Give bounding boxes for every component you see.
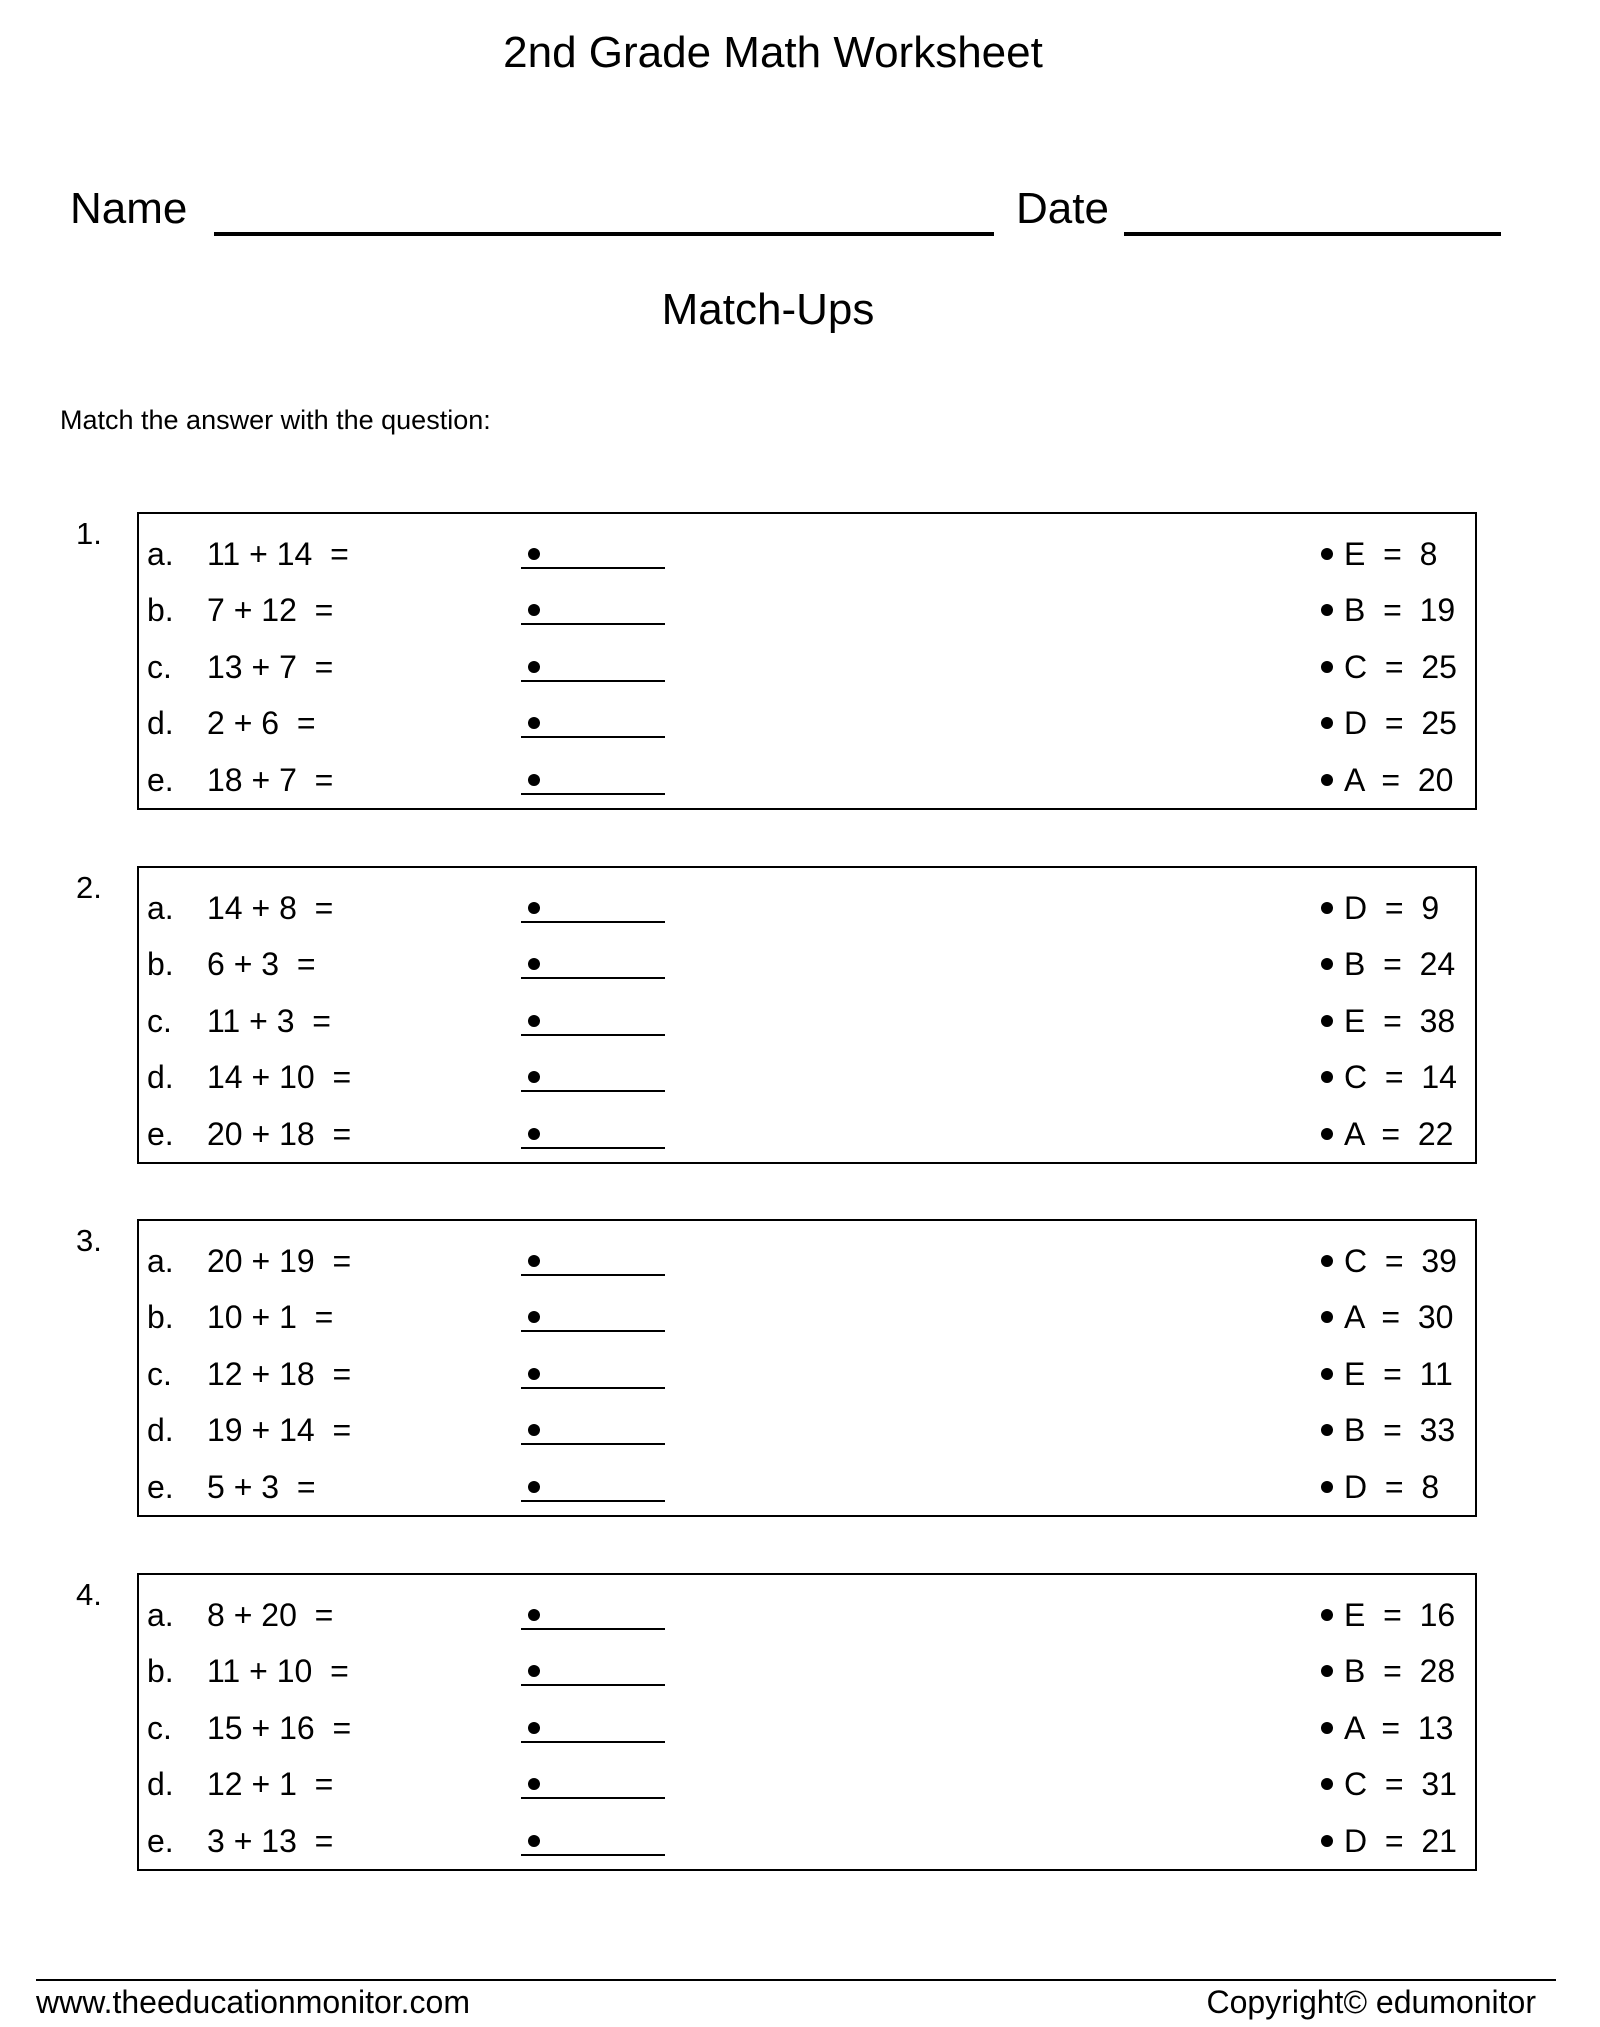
question-dot[interactable]: [528, 1255, 540, 1267]
question-expression: 5 + 3 =: [207, 1469, 316, 1505]
question-expression: 3 + 13 =: [207, 1823, 334, 1859]
question-expression: 15 + 16 =: [207, 1710, 352, 1746]
question-expression: 20 + 18 =: [207, 1116, 352, 1152]
answer-dot[interactable]: [1321, 717, 1333, 729]
question-letter: c.: [147, 1003, 172, 1039]
question-expression: 14 + 8 =: [207, 890, 334, 926]
answer-dot[interactable]: [1321, 1481, 1333, 1493]
answer-dot[interactable]: [1321, 1665, 1333, 1677]
question-expression: 6 + 3 =: [207, 946, 316, 982]
match-row: [139, 1821, 1475, 1861]
match-row: [139, 1467, 1475, 1507]
answer-dot[interactable]: [1321, 661, 1333, 673]
match-row: [139, 1297, 1475, 1337]
question-letter: b.: [147, 946, 174, 982]
question-dot[interactable]: [528, 717, 540, 729]
answer-option: B = 33: [1344, 1412, 1456, 1448]
section-title: Match-Ups: [661, 285, 875, 334]
question-letter: d.: [147, 1059, 174, 1095]
answer-blank[interactable]: [521, 1854, 665, 1856]
match-row: [139, 1241, 1475, 1281]
question-letter: d.: [147, 705, 174, 741]
set-number: 3.: [76, 1223, 102, 1258]
answer-blank[interactable]: [521, 1147, 665, 1149]
answer-option: A = 22: [1344, 1116, 1454, 1152]
answer-option: E = 38: [1344, 1003, 1456, 1039]
footer-website: www.theeducationmonitor.com: [36, 1984, 470, 2020]
question-letter: a.: [147, 1597, 174, 1633]
answer-option: D = 9: [1344, 890, 1440, 926]
match-row: [139, 1595, 1475, 1635]
answer-blank[interactable]: [521, 1090, 665, 1092]
question-expression: 12 + 1 =: [207, 1766, 334, 1802]
match-row: [139, 1764, 1475, 1804]
question-expression: 10 + 1 =: [207, 1299, 334, 1335]
answer-option: D = 25: [1344, 705, 1457, 741]
question-dot[interactable]: [528, 1778, 540, 1790]
question-dot[interactable]: [528, 1424, 540, 1436]
question-letter: e.: [147, 762, 174, 798]
answer-dot[interactable]: [1321, 1722, 1333, 1734]
footer-divider: [36, 1979, 1556, 1981]
answer-dot[interactable]: [1321, 1015, 1333, 1027]
answer-blank[interactable]: [521, 1684, 665, 1686]
answer-blank[interactable]: [521, 977, 665, 979]
question-dot[interactable]: [528, 1665, 540, 1677]
question-dot[interactable]: [528, 1481, 540, 1493]
question-expression: 13 + 7 =: [207, 649, 334, 685]
answer-option: B = 24: [1344, 946, 1456, 982]
match-row: [139, 590, 1475, 630]
match-set-box: [137, 512, 1477, 810]
answer-blank[interactable]: [521, 1387, 665, 1389]
answer-dot[interactable]: [1321, 1255, 1333, 1267]
question-letter: b.: [147, 1299, 174, 1335]
question-letter: d.: [147, 1766, 174, 1802]
answer-blank[interactable]: [521, 1628, 665, 1630]
worksheet-title: 2nd Grade Math Worksheet: [503, 28, 1043, 77]
answer-option: B = 28: [1344, 1653, 1456, 1689]
answer-dot[interactable]: [1321, 1311, 1333, 1323]
question-letter: c.: [147, 1356, 172, 1392]
answer-option: E = 16: [1344, 1597, 1456, 1633]
question-dot[interactable]: [528, 1722, 540, 1734]
answer-blank[interactable]: [521, 1034, 665, 1036]
answer-option: C = 39: [1344, 1243, 1457, 1279]
question-expression: 2 + 6 =: [207, 705, 316, 741]
answer-blank[interactable]: [521, 1500, 665, 1502]
name-field-line[interactable]: [214, 232, 994, 236]
date-label: Date: [1016, 184, 1109, 233]
answer-dot[interactable]: [1321, 1368, 1333, 1380]
question-expression: 20 + 19 =: [207, 1243, 352, 1279]
answer-blank[interactable]: [521, 793, 665, 795]
question-dot[interactable]: [528, 1368, 540, 1380]
question-expression: 8 + 20 =: [207, 1597, 334, 1633]
question-letter: a.: [147, 890, 174, 926]
question-dot[interactable]: [528, 1071, 540, 1083]
question-expression: 11 + 14 =: [207, 536, 349, 572]
question-letter: c.: [147, 1710, 172, 1746]
answer-blank[interactable]: [521, 1330, 665, 1332]
answer-dot[interactable]: [1321, 1609, 1333, 1621]
answer-dot[interactable]: [1321, 604, 1333, 616]
answer-dot[interactable]: [1321, 902, 1333, 914]
answer-blank[interactable]: [521, 1797, 665, 1799]
answer-blank[interactable]: [521, 567, 665, 569]
answer-dot[interactable]: [1321, 1128, 1333, 1140]
answer-dot[interactable]: [1321, 1424, 1333, 1436]
answer-dot[interactable]: [1321, 774, 1333, 786]
set-number: 4.: [76, 1577, 102, 1612]
question-dot[interactable]: [528, 958, 540, 970]
question-letter: e.: [147, 1469, 174, 1505]
answer-blank[interactable]: [521, 736, 665, 738]
answer-blank[interactable]: [521, 1741, 665, 1743]
answer-option: E = 8: [1344, 536, 1438, 572]
instructions: Match the answer with the question:: [60, 405, 491, 435]
answer-blank[interactable]: [521, 680, 665, 682]
answer-dot[interactable]: [1321, 1835, 1333, 1847]
question-letter: e.: [147, 1823, 174, 1859]
name-label: Name: [70, 184, 188, 233]
match-row: [139, 647, 1475, 687]
match-set-box: [137, 866, 1477, 1164]
question-expression: 18 + 7 =: [207, 762, 334, 798]
answer-option: D = 8: [1344, 1469, 1440, 1505]
question-letter: a.: [147, 1243, 174, 1279]
question-expression: 11 + 3 =: [207, 1003, 331, 1039]
match-row: [139, 1057, 1475, 1097]
match-row: [139, 1651, 1475, 1691]
question-dot[interactable]: [528, 1015, 540, 1027]
question-dot[interactable]: [528, 548, 540, 560]
set-number: 1.: [76, 516, 102, 551]
question-dot[interactable]: [528, 902, 540, 914]
match-set-box: [137, 1219, 1477, 1517]
answer-dot[interactable]: [1321, 548, 1333, 560]
question-expression: 19 + 14 =: [207, 1412, 352, 1448]
answer-dot[interactable]: [1321, 1778, 1333, 1790]
match-row: [139, 1354, 1475, 1394]
question-dot[interactable]: [528, 661, 540, 673]
date-field-line[interactable]: [1124, 232, 1501, 236]
answer-option: A = 20: [1344, 762, 1454, 798]
answer-option: E = 11: [1344, 1356, 1453, 1392]
answer-dot[interactable]: [1321, 958, 1333, 970]
match-row: [139, 534, 1475, 574]
match-set-box: [137, 1573, 1477, 1871]
match-row: [139, 1410, 1475, 1450]
question-letter: a.: [147, 536, 174, 572]
question-dot[interactable]: [528, 1311, 540, 1323]
question-expression: 12 + 18 =: [207, 1356, 352, 1392]
match-row: [139, 760, 1475, 800]
question-expression: 11 + 10 =: [207, 1653, 349, 1689]
question-expression: 7 + 12 =: [207, 592, 334, 628]
question-letter: b.: [147, 592, 174, 628]
question-dot[interactable]: [528, 774, 540, 786]
answer-option: C = 31: [1344, 1766, 1457, 1802]
match-row: [139, 1001, 1475, 1041]
question-dot[interactable]: [528, 1609, 540, 1621]
answer-option: C = 25: [1344, 649, 1457, 685]
set-number: 2.: [76, 870, 102, 905]
answer-blank[interactable]: [521, 921, 665, 923]
answer-blank[interactable]: [521, 1443, 665, 1445]
match-row: [139, 1114, 1475, 1154]
match-row: [139, 703, 1475, 743]
question-dot[interactable]: [528, 1128, 540, 1140]
question-dot[interactable]: [528, 604, 540, 616]
question-letter: c.: [147, 649, 172, 685]
answer-option: B = 19: [1344, 592, 1456, 628]
answer-option: D = 21: [1344, 1823, 1457, 1859]
question-letter: d.: [147, 1412, 174, 1448]
answer-blank[interactable]: [521, 623, 665, 625]
answer-blank[interactable]: [521, 1274, 665, 1276]
answer-option: A = 30: [1344, 1299, 1454, 1335]
answer-dot[interactable]: [1321, 1071, 1333, 1083]
answer-option: C = 14: [1344, 1059, 1457, 1095]
match-row: [139, 944, 1475, 984]
answer-option: A = 13: [1344, 1710, 1454, 1746]
question-letter: b.: [147, 1653, 174, 1689]
footer-copyright: Copyright© edumonitor: [1206, 1984, 1536, 2020]
question-letter: e.: [147, 1116, 174, 1152]
match-row: [139, 1708, 1475, 1748]
match-row: [139, 888, 1475, 928]
question-dot[interactable]: [528, 1835, 540, 1847]
question-expression: 14 + 10 =: [207, 1059, 352, 1095]
